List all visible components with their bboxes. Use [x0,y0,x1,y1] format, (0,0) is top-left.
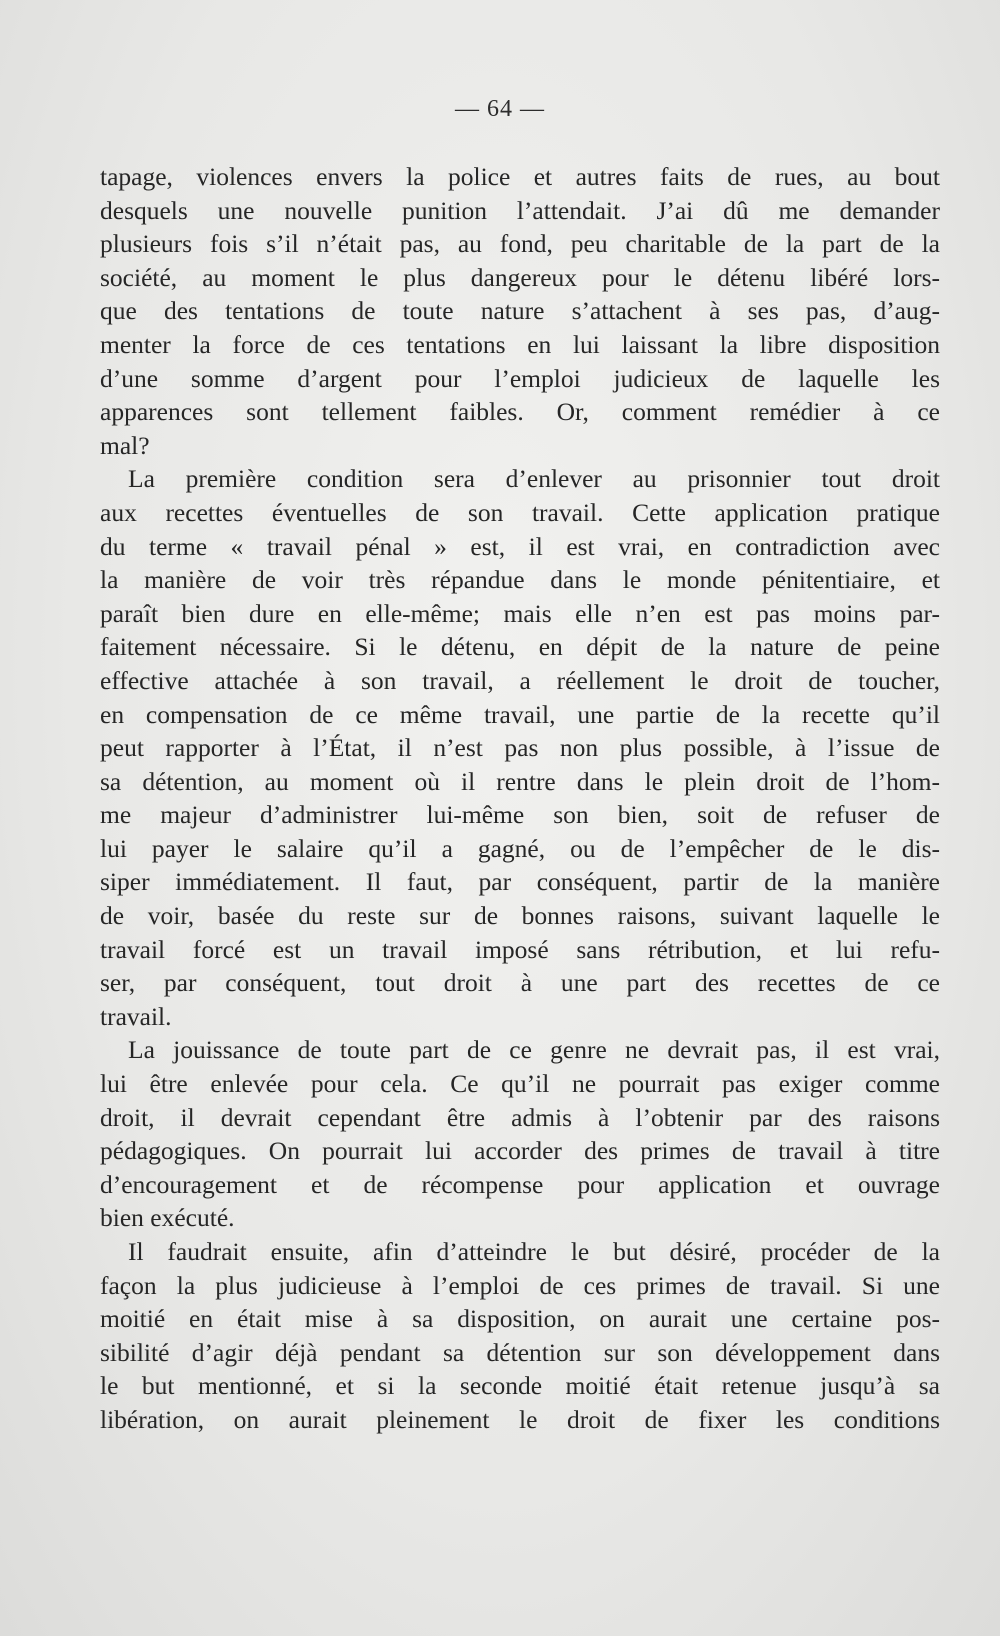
paragraph [100,1033,940,1235]
text-line: du terme « travail pénal » est, il est vrai, en contradiction avec [100,531,940,561]
text-line: paraît bien dure en elle-même; mais elle n’en est pas moins par- [100,598,940,628]
text-line: me majeur d’administrer lui-même son bien, soit de refuser de [100,800,940,830]
text-line: en compensation de ce même travail, une partie de la recette qu’il [100,699,940,729]
text-line: moitié en était mise à sa disposition, on aurait une certaine pos- [100,1304,940,1334]
text-line: de voir, basée du reste sur de bonnes raisons, suivant laquelle le [100,901,940,931]
body-text [100,160,940,1437]
text-line: d’encouragement et de récompense pour application et ouvrage [100,1169,940,1199]
text-line: effective attachée à son travail, a réellement le droit de toucher, [100,665,940,695]
text-line: peut rapporter à l’État, il n’est pas non plus possible, à l’issue de [100,733,940,763]
text-line: desquels une nouvelle punition l’attendait. J’ai dû me demander [100,195,940,225]
text-line: aux recettes éventuelles de son travail. Cette application pratique [100,497,940,527]
paragraph [100,462,940,1033]
text-line: d’une somme d’argent pour l’emploi judicieux de laquelle les [100,363,940,393]
text-line: Il faudrait ensuite, afin d’atteindre le but désiré, procéder de la [128,1237,940,1266]
text-line: société, au moment le plus dangereux pour le détenu libéré lors- [100,262,940,292]
text-line: lui payer le salaire qu’il a gagné, ou de l’empêcher de le dis- [100,833,940,863]
text-line: le but mentionné, et si la seconde moitié était retenue jusqu’à sa [100,1371,940,1401]
text-line: lui être enlevée pour cela. Ce qu’il ne pourrait pas exiger comme [100,1069,940,1099]
text-line: libération, on aurait pleinement le droit de fixer les conditions [100,1404,940,1434]
text-line: siper immédiatement. Il faut, par conséquent, partir de la manière [100,867,940,897]
text-line: pédagogiques. On pourrait lui accorder des primes de travail à titre [100,1136,940,1166]
text-line: mal? [100,430,150,460]
text-line: sibilité d’agir déjà pendant sa détention sur son développement dans [100,1337,940,1367]
text-line: plusieurs fois s’il n’était pas, au fond, peu charitable de la part de la [100,229,940,259]
text-line: que des tentations de toute nature s’attachent à ses pas, d’aug- [100,296,940,326]
text-line: faitement nécessaire. Si le détenu, en dépit de la nature de peine [100,632,940,662]
text-line: La jouissance de toute part de ce genre ne devrait pas, il est vrai, [128,1035,940,1065]
paragraph [100,1235,940,1437]
text-line: ser, par conséquent, tout droit à une part des recettes de ce [100,968,940,998]
paragraph [100,160,940,462]
text-line: sa détention, au moment où il rentre dans le plein droit de l’hom- [100,766,940,796]
page-number: — 64 — [455,96,545,122]
text-line: la manière de voir très répandue dans le monde pénitentiaire, et [100,565,940,595]
text-line: menter la force de ces tentations en lui laissant la libre disposition [100,329,940,359]
text-line: La première condition sera d’enlever au prisonnier tout droit [128,464,940,494]
text-line: tapage, violences envers la police et autres faits de rues, au bout [100,162,940,191]
text-line: façon la plus judicieuse à l’emploi de ces primes de travail. Si une [100,1270,940,1300]
text-line: travail forcé est un travail imposé sans rétribution, et lui refu- [100,934,940,964]
text-line: travail. [100,1001,172,1031]
text-line: apparences sont tellement faibles. Or, comment remédier à ce [100,397,940,427]
text-line: bien exécuté. [100,1203,235,1233]
text-line: droit, il devrait cependant être admis à l’obtenir par des raisons [100,1102,940,1132]
